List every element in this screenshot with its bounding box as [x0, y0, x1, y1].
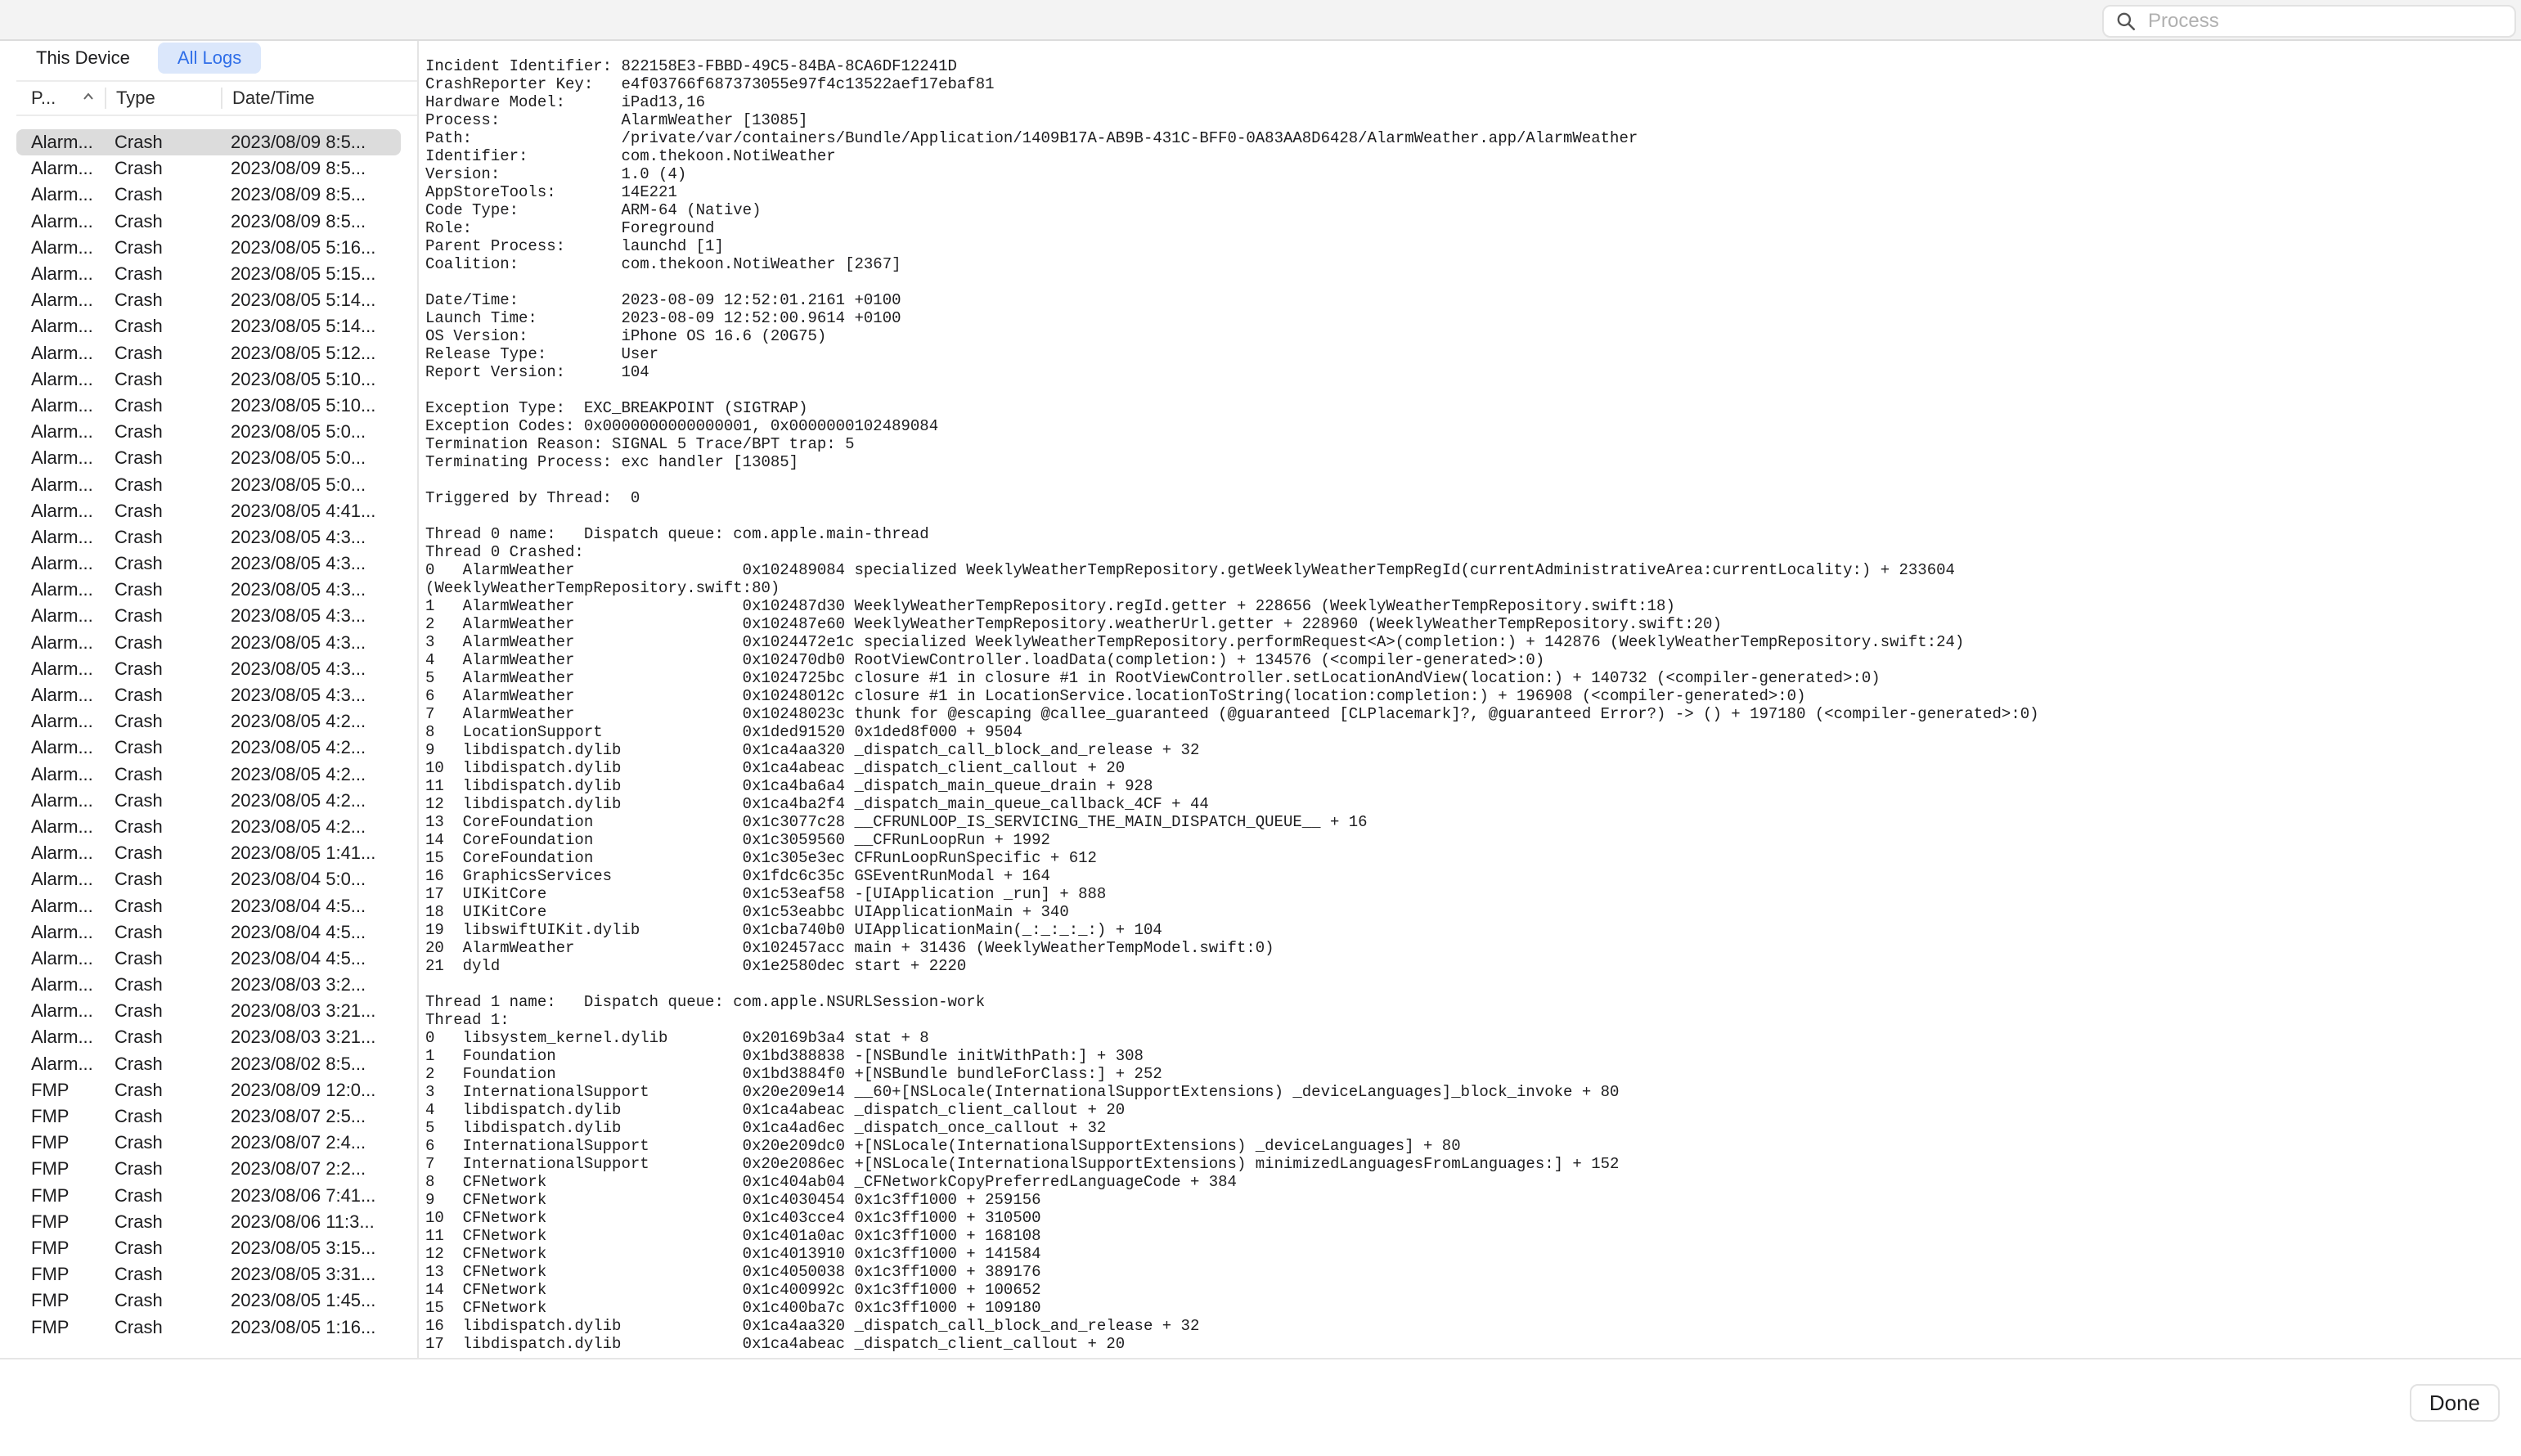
- row-datetime: 2023/08/05 5:0...: [231, 421, 366, 443]
- row-datetime: 2023/08/07 2:2...: [231, 1158, 366, 1180]
- log-line: Version: 1.0 (4): [425, 165, 687, 183]
- log-list-panel: [0, 41, 419, 1358]
- row-process: FMP: [31, 1132, 70, 1153]
- table-row[interactable]: [16, 340, 419, 366]
- row-datetime: 2023/08/05 5:16...: [231, 236, 376, 258]
- table-row[interactable]: [16, 840, 419, 866]
- row-datetime: 2023/08/05 5:10...: [231, 394, 376, 416]
- row-process: FMP: [31, 1211, 70, 1232]
- table-row[interactable]: [16, 972, 419, 998]
- table-row[interactable]: [16, 946, 419, 972]
- log-line: 14 CFNetwork 0x1c400992c 0x1c3ff1000 + 100652: [425, 1281, 1041, 1299]
- row-type: Crash: [115, 685, 163, 706]
- row-process: Alarm...: [31, 658, 93, 679]
- row-process: Alarm...: [31, 368, 93, 389]
- table-row[interactable]: [16, 656, 419, 682]
- row-process: Alarm...: [31, 737, 93, 758]
- row-type: Crash: [115, 368, 163, 389]
- row-type: Crash: [115, 895, 163, 916]
- row-type: Crash: [115, 421, 163, 443]
- row-datetime: 2023/08/05 4:2...: [231, 816, 366, 837]
- row-type: Crash: [115, 579, 163, 600]
- log-line: 0 AlarmWeather 0x102489084 specialized WeeklyWeatherTempRepository.getWeeklyWeatherTempRegId(currentAdministrativeArea:currentLocality:) + 233604: [425, 561, 1955, 579]
- table-row[interactable]: [16, 682, 419, 708]
- row-type: Crash: [115, 1264, 163, 1285]
- row-type: Crash: [115, 947, 163, 968]
- log-line: 18 UIKitCore 0x1c53eabbc UIApplicationMain + 340: [425, 903, 1069, 921]
- sort-ascending-icon: [82, 90, 95, 103]
- row-process: Alarm...: [31, 132, 93, 153]
- bottom-bar: [0, 1358, 2521, 1456]
- row-datetime: 2023/08/02 8:5...: [231, 1053, 366, 1074]
- table-row[interactable]: [16, 1183, 419, 1209]
- table-row[interactable]: [16, 788, 419, 814]
- log-line: 8 LocationSupport 0x1ded91520 0x1ded8f000 + 9504: [425, 723, 1022, 741]
- row-process: Alarm...: [31, 974, 93, 995]
- log-line: Thread 0 Crashed:: [425, 543, 584, 561]
- row-process: Alarm...: [31, 843, 93, 864]
- table-row[interactable]: [16, 155, 419, 182]
- log-line: 7 AlarmWeather 0x10248023c thunk for @escaping @callee_guaranteed (@guaranteed [CLPlacemark]?, @guaranteed Error?) -> () + 197180 (<compiler-generated>:0): [425, 705, 2039, 723]
- row-type: Crash: [115, 132, 163, 153]
- table-row[interactable]: [16, 1103, 419, 1130]
- row-process: FMP: [31, 1237, 70, 1258]
- table-row[interactable]: [16, 366, 419, 393]
- row-process: Alarm...: [31, 947, 93, 968]
- row-datetime: 2023/08/05 4:2...: [231, 763, 366, 784]
- row-type: Crash: [115, 1000, 163, 1022]
- table-row[interactable]: [16, 235, 419, 261]
- column-header-datetime[interactable]: Date/Time: [221, 88, 419, 109]
- row-datetime: 2023/08/05 4:3...: [231, 685, 366, 706]
- table-row[interactable]: [16, 445, 419, 471]
- log-line: 19 libswiftUIKit.dylib 0x1cba740b0 UIApplicationMain(_:_:_:_:) + 104: [425, 921, 1162, 939]
- table-row[interactable]: [16, 735, 419, 761]
- log-line: 17 libdispatch.dylib 0x1ca4abeac _dispatch_client_callout + 20: [425, 1335, 1126, 1353]
- row-process: Alarm...: [31, 1027, 93, 1048]
- log-line: 2 AlarmWeather 0x102487e60 WeeklyWeatherTempRepository.weatherUrl.getter + 228960 (WeeklyWeatherTempRepository.swift:20): [425, 615, 1722, 633]
- column-header-process[interactable]: [16, 80, 105, 116]
- row-type: Crash: [115, 236, 163, 258]
- row-datetime: 2023/08/05 4:3...: [231, 526, 366, 547]
- row-type: Crash: [115, 921, 163, 942]
- row-type: Crash: [115, 526, 163, 547]
- table-row[interactable]: [16, 182, 419, 208]
- log-line: 17 UIKitCore 0x1c53eaf58 -[UIApplication _run] + 888: [425, 885, 1107, 903]
- log-line: 5 libdispatch.dylib 0x1ca4ad6ec _dispatch_once_callout + 32: [425, 1119, 1107, 1137]
- table-row[interactable]: [16, 1051, 419, 1077]
- row-type: Crash: [115, 631, 163, 653]
- row-type: Crash: [115, 737, 163, 758]
- table-row[interactable]: [16, 892, 419, 919]
- row-type: Crash: [115, 184, 163, 205]
- row-type: Crash: [115, 1237, 163, 1258]
- log-line: 15 CoreFoundation 0x1c305e3ec CFRunLoopRunSpecific + 612: [425, 849, 1097, 867]
- row-datetime: 2023/08/05 1:16...: [231, 1316, 376, 1337]
- row-datetime: 2023/08/05 5:10...: [231, 368, 376, 389]
- row-type: Crash: [115, 210, 163, 231]
- log-line: CrashReporter Key: e4f03766f687373055e97f4c13522aef17ebaf81: [425, 75, 995, 93]
- table-row[interactable]: [16, 603, 419, 629]
- row-datetime: 2023/08/05 4:3...: [231, 579, 366, 600]
- row-process: Alarm...: [31, 394, 93, 416]
- row-type: Crash: [115, 605, 163, 627]
- log-line: Path: /private/var/containers/Bundle/Application/1409B17A-AB9B-431C-BFF0-0A83AA8D6428/AlarmWeather.app/AlarmWeather: [425, 129, 1638, 147]
- row-datetime: 2023/08/05 5:0...: [231, 474, 366, 495]
- row-type: Crash: [115, 158, 163, 179]
- table-row[interactable]: [16, 1077, 419, 1103]
- log-line: (WeeklyWeatherTempRepository.swift:80): [425, 579, 780, 597]
- log-line: Code Type: ARM-64 (Native): [425, 201, 762, 219]
- row-datetime: 2023/08/05 4:3...: [231, 658, 366, 679]
- row-datetime: 2023/08/05 3:31...: [231, 1264, 376, 1285]
- row-process: Alarm...: [31, 474, 93, 495]
- row-datetime: 2023/08/07 2:4...: [231, 1132, 366, 1153]
- row-process: Alarm...: [31, 685, 93, 706]
- row-datetime: 2023/08/09 8:5...: [231, 210, 366, 231]
- table-row[interactable]: [16, 129, 401, 155]
- log-line: 3 AlarmWeather 0x1024472e1c specialized WeeklyWeatherTempRepository.performRequest<A>(completion:) + 142876 (WeeklyWeatherTempRepository.swift:24): [425, 633, 1965, 651]
- row-datetime: 2023/08/05 4:41...: [231, 500, 376, 521]
- table-row[interactable]: [16, 1209, 419, 1235]
- row-datetime: 2023/08/05 5:15...: [231, 263, 376, 285]
- table-row[interactable]: [16, 1235, 419, 1261]
- process-search-field[interactable]: [2102, 5, 2516, 38]
- row-datetime: 2023/08/05 4:2...: [231, 789, 366, 811]
- row-process: Alarm...: [31, 789, 93, 811]
- table-row[interactable]: [16, 471, 419, 497]
- table-row[interactable]: [16, 1156, 419, 1182]
- row-datetime: 2023/08/05 4:2...: [231, 737, 366, 758]
- row-process: Alarm...: [31, 895, 93, 916]
- row-type: Crash: [115, 1106, 163, 1127]
- row-process: Alarm...: [31, 869, 93, 890]
- row-datetime: 2023/08/07 2:5...: [231, 1106, 366, 1127]
- log-line: Release Type: User: [425, 345, 659, 363]
- table-row[interactable]: [16, 393, 419, 419]
- row-process: Alarm...: [31, 421, 93, 443]
- table-row[interactable]: [16, 313, 419, 339]
- table-row[interactable]: [16, 866, 419, 892]
- row-datetime: 2023/08/04 5:0...: [231, 869, 366, 890]
- row-type: Crash: [115, 553, 163, 574]
- log-line: Thread 0 name: Dispatch queue: com.apple.main-thread: [425, 525, 929, 543]
- log-line: 6 AlarmWeather 0x10248012c closure #1 in LocationService.locationToString(location:completion:) + 196908 (<compiler-generated>:0): [425, 687, 1806, 705]
- row-type: Crash: [115, 474, 163, 495]
- log-line: Launch Time: 2023-08-09 12:52:00.9614 +0100: [425, 309, 901, 327]
- row-process: Alarm...: [31, 447, 93, 469]
- row-process: Alarm...: [31, 711, 93, 732]
- row-process: Alarm...: [31, 579, 93, 600]
- row-datetime: 2023/08/03 3:21...: [231, 1027, 376, 1048]
- log-line: Process: AlarmWeather [13085]: [425, 111, 808, 129]
- done-button[interactable]: Done: [2410, 1384, 2500, 1422]
- column-header-type[interactable]: Type: [105, 88, 221, 109]
- row-process: Alarm...: [31, 553, 93, 574]
- log-table-rows: [16, 129, 419, 1341]
- row-process: FMP: [31, 1184, 70, 1206]
- row-process: FMP: [31, 1158, 70, 1180]
- row-type: Crash: [115, 342, 163, 363]
- row-datetime: 2023/08/05 4:3...: [231, 605, 366, 627]
- row-datetime: 2023/08/04 4:5...: [231, 947, 366, 968]
- log-line: 4 AlarmWeather 0x102470db0 RootViewController.loadData(completion:) + 134576 (<compiler-generated>:0): [425, 651, 1545, 669]
- row-process: FMP: [31, 1079, 70, 1100]
- log-line: 14 CoreFoundation 0x1c3059560 __CFRunLoopRun + 1992: [425, 831, 1050, 849]
- row-type: Crash: [115, 394, 163, 416]
- log-line: 4 libdispatch.dylib 0x1ca4abeac _dispatch_client_callout + 20: [425, 1101, 1126, 1119]
- table-row[interactable]: [16, 814, 419, 840]
- background-window-strip: [0, 0, 2521, 41]
- log-line: Identifier: com.thekoon.NotiWeather: [425, 147, 836, 165]
- log-line: Parent Process: launchd [1]: [425, 237, 724, 255]
- row-datetime: 2023/08/06 7:41...: [231, 1184, 376, 1206]
- log-line: 16 libdispatch.dylib 0x1ca4aa320 _dispatch_call_block_and_release + 32: [425, 1317, 1200, 1335]
- log-line: 15 CFNetwork 0x1c400ba7c 0x1c3ff1000 + 109180: [425, 1299, 1041, 1317]
- row-type: Crash: [115, 1079, 163, 1100]
- log-line: Thread 1:: [425, 1011, 510, 1029]
- row-type: Crash: [115, 869, 163, 890]
- row-type: Crash: [115, 1290, 163, 1311]
- row-type: Crash: [115, 263, 163, 285]
- search-icon: [2115, 11, 2137, 32]
- row-process: Alarm...: [31, 1053, 93, 1074]
- row-datetime: 2023/08/04 4:5...: [231, 921, 366, 942]
- row-process: Alarm...: [31, 184, 93, 205]
- log-line: 10 CFNetwork 0x1c403cce4 0x1c3ff1000 + 310500: [425, 1209, 1041, 1227]
- log-line: Exception Type: EXC_BREAKPOINT (SIGTRAP): [425, 399, 808, 417]
- row-datetime: 2023/08/05 5:12...: [231, 342, 376, 363]
- row-datetime: 2023/08/05 4:3...: [231, 553, 366, 574]
- row-type: Crash: [115, 1053, 163, 1074]
- log-line: 5 AlarmWeather 0x1024725bc closure #1 in closure #1 in RootViewController.setLocationAndView(location:) + 140732 (<compiler-generated>:0): [425, 669, 1881, 687]
- log-line: Triggered by Thread: 0: [425, 489, 640, 507]
- log-line: 6 InternationalSupport 0x20e209dc0 +[NSLocale(InternationalSupportExtensions) _deviceLanguages] + 80: [425, 1137, 1461, 1155]
- row-process: FMP: [31, 1106, 70, 1127]
- row-type: Crash: [115, 816, 163, 837]
- row-process: Alarm...: [31, 158, 93, 179]
- log-line: Thread 1 name: Dispatch queue: com.apple.NSURLSession-work: [425, 993, 986, 1011]
- row-type: Crash: [115, 1027, 163, 1048]
- table-row[interactable]: [16, 1287, 419, 1314]
- row-process: Alarm...: [31, 263, 93, 285]
- row-type: Crash: [115, 316, 163, 337]
- log-line: 1 Foundation 0x1bd388838 -[NSBundle initWithPath:] + 308: [425, 1047, 1144, 1065]
- log-line: 16 GraphicsServices 0x1fdc6c35c GSEventRunModal + 164: [425, 867, 1050, 885]
- row-type: Crash: [115, 1158, 163, 1180]
- crash-log-text[interactable]: [425, 57, 2503, 1358]
- log-line: [425, 273, 2503, 291]
- row-process: Alarm...: [31, 526, 93, 547]
- table-row[interactable]: [16, 287, 419, 313]
- log-line: Termination Reason: SIGNAL 5 Trace/BPT trap: 5: [425, 435, 855, 453]
- log-line: Report Version: 104: [425, 363, 649, 381]
- row-datetime: 2023/08/06 11:3...: [231, 1211, 375, 1232]
- row-type: Crash: [115, 290, 163, 311]
- row-type: Crash: [115, 658, 163, 679]
- log-line: Incident Identifier: 822158E3-FBBD-49C5-84BA-8CA6DF12241D: [425, 57, 957, 75]
- row-type: Crash: [115, 1132, 163, 1153]
- row-datetime: 2023/08/05 4:3...: [231, 631, 366, 653]
- row-process: Alarm...: [31, 500, 93, 521]
- row-process: Alarm...: [31, 210, 93, 231]
- row-datetime: 2023/08/09 8:5...: [231, 132, 366, 153]
- table-row[interactable]: [16, 762, 419, 788]
- log-line: 11 libdispatch.dylib 0x1ca4ba6a4 _dispatch_main_queue_drain + 928: [425, 777, 1153, 795]
- row-process: Alarm...: [31, 1000, 93, 1022]
- row-datetime: 2023/08/05 1:45...: [231, 1290, 376, 1311]
- log-line: 12 CFNetwork 0x1c4013910 0x1c3ff1000 + 141584: [425, 1245, 1041, 1263]
- log-line: 2 Foundation 0x1bd3884f0 +[NSBundle bundleForClass:] + 252: [425, 1065, 1162, 1083]
- row-process: Alarm...: [31, 316, 93, 337]
- log-line: Coalition: com.thekoon.NotiWeather [2367]: [425, 255, 901, 273]
- table-row[interactable]: [16, 1130, 419, 1156]
- log-line: 11 CFNetwork 0x1c401a0ac 0x1c3ff1000 + 168108: [425, 1227, 1041, 1245]
- log-line: 21 dyld 0x1e2580dec start + 2220: [425, 957, 967, 975]
- log-line: Date/Time: 2023-08-09 12:52:01.2161 +0100: [425, 291, 901, 309]
- log-line: OS Version: iPhone OS 16.6 (20G75): [425, 327, 827, 345]
- table-row[interactable]: [16, 498, 419, 524]
- log-line: 13 CFNetwork 0x1c4050038 0x1c3ff1000 + 389176: [425, 1263, 1041, 1281]
- log-line: 20 AlarmWeather 0x102457acc main + 31436 (WeeklyWeatherTempModel.swift:0): [425, 939, 1274, 957]
- row-process: Alarm...: [31, 342, 93, 363]
- log-line: Exception Codes: 0x0000000000000001, 0x0000000102489084: [425, 417, 939, 435]
- log-line: 3 InternationalSupport 0x20e209e14 __60+[NSLocale(InternationalSupportExtensions) _deviceLanguages]_block_invoke + 80: [425, 1083, 1620, 1101]
- segment-this-device[interactable]: This Device: [36, 47, 130, 68]
- table-row[interactable]: [16, 209, 419, 235]
- row-type: Crash: [115, 447, 163, 469]
- row-datetime: 2023/08/03 3:2...: [231, 974, 366, 995]
- row-type: Crash: [115, 1316, 163, 1337]
- log-line: 9 CFNetwork 0x1c4030454 0x1c3ff1000 + 259156: [425, 1191, 1041, 1209]
- row-type: Crash: [115, 843, 163, 864]
- row-process: Alarm...: [31, 290, 93, 311]
- table-header: [16, 80, 419, 116]
- log-line: 7 InternationalSupport 0x20e2086ec +[NSLocale(InternationalSupportExtensions) minimizedLanguagesFromLanguages:] + 152: [425, 1155, 1620, 1173]
- table-row[interactable]: [16, 1261, 419, 1287]
- table-row[interactable]: [16, 550, 419, 577]
- row-datetime: 2023/08/05 5:14...: [231, 290, 376, 311]
- table-row[interactable]: [16, 919, 419, 946]
- log-line: 13 CoreFoundation 0x1c3077c28 __CFRUNLOOP_IS_SERVICING_THE_MAIN_DISPATCH_QUEUE__ + 16: [425, 813, 1368, 831]
- table-row[interactable]: [16, 419, 419, 445]
- row-type: Crash: [115, 500, 163, 521]
- row-datetime: 2023/08/04 4:5...: [231, 895, 366, 916]
- row-process: Alarm...: [31, 631, 93, 653]
- row-datetime: 2023/08/09 8:5...: [231, 184, 366, 205]
- row-process: FMP: [31, 1290, 70, 1311]
- row-process: Alarm...: [31, 236, 93, 258]
- log-line: [425, 471, 2503, 489]
- table-row[interactable]: [16, 261, 419, 287]
- log-line: [425, 975, 2503, 993]
- log-line: AppStoreTools: 14E221: [425, 183, 677, 201]
- log-line: 9 libdispatch.dylib 0x1ca4aa320 _dispatch_call_block_and_release + 32: [425, 741, 1200, 759]
- log-line: [425, 381, 2503, 399]
- row-process: FMP: [31, 1316, 70, 1337]
- log-line: Terminating Process: exc handler [13085]: [425, 453, 799, 471]
- row-datetime: 2023/08/05 4:2...: [231, 711, 366, 732]
- row-type: Crash: [115, 1211, 163, 1232]
- log-line: 1 AlarmWeather 0x102487d30 WeeklyWeatherTempRepository.regId.getter + 228656 (WeeklyWeatherTempRepository.swift:18): [425, 597, 1675, 615]
- row-datetime: 2023/08/03 3:21...: [231, 1000, 376, 1022]
- table-row[interactable]: [16, 577, 419, 603]
- column-header-process-label: P...: [31, 88, 56, 108]
- table-row[interactable]: [16, 1024, 419, 1050]
- row-type: Crash: [115, 1184, 163, 1206]
- row-process: Alarm...: [31, 605, 93, 627]
- row-process: Alarm...: [31, 763, 93, 784]
- row-type: Crash: [115, 711, 163, 732]
- row-datetime: 2023/08/09 8:5...: [231, 158, 366, 179]
- row-datetime: 2023/08/05 5:0...: [231, 447, 366, 469]
- table-row[interactable]: [16, 630, 419, 656]
- segment-all-logs[interactable]: All Logs: [158, 43, 261, 74]
- row-process: Alarm...: [31, 816, 93, 837]
- log-line: 8 CFNetwork 0x1c404ab04 _CFNetworkCopyPreferredLanguageCode + 384: [425, 1173, 1237, 1191]
- row-datetime: 2023/08/05 3:15...: [231, 1237, 376, 1258]
- table-row[interactable]: [16, 1314, 419, 1340]
- log-line: 10 libdispatch.dylib 0x1ca4abeac _dispatch_client_callout + 20: [425, 759, 1126, 777]
- table-row[interactable]: [16, 708, 419, 735]
- log-line: Role: Foreground: [425, 219, 715, 237]
- table-row[interactable]: [16, 524, 419, 550]
- row-type: Crash: [115, 763, 163, 784]
- row-process: FMP: [31, 1264, 70, 1285]
- row-type: Crash: [115, 789, 163, 811]
- log-line: 0 libsystem_kernel.dylib 0x20169b3a4 stat + 8: [425, 1029, 929, 1047]
- log-line: Hardware Model: iPad13,16: [425, 93, 706, 111]
- row-datetime: 2023/08/05 5:14...: [231, 316, 376, 337]
- log-line: 12 libdispatch.dylib 0x1ca4ba2f4 _dispatch_main_queue_callback_4CF + 44: [425, 795, 1209, 813]
- row-datetime: 2023/08/05 1:41...: [231, 843, 376, 864]
- row-datetime: 2023/08/09 12:0...: [231, 1079, 376, 1100]
- search-input[interactable]: [2148, 10, 2492, 33]
- row-type: Crash: [115, 974, 163, 995]
- log-line: [425, 507, 2503, 525]
- source-segmented-control: [16, 43, 261, 74]
- table-row[interactable]: [16, 998, 419, 1024]
- row-process: Alarm...: [31, 921, 93, 942]
